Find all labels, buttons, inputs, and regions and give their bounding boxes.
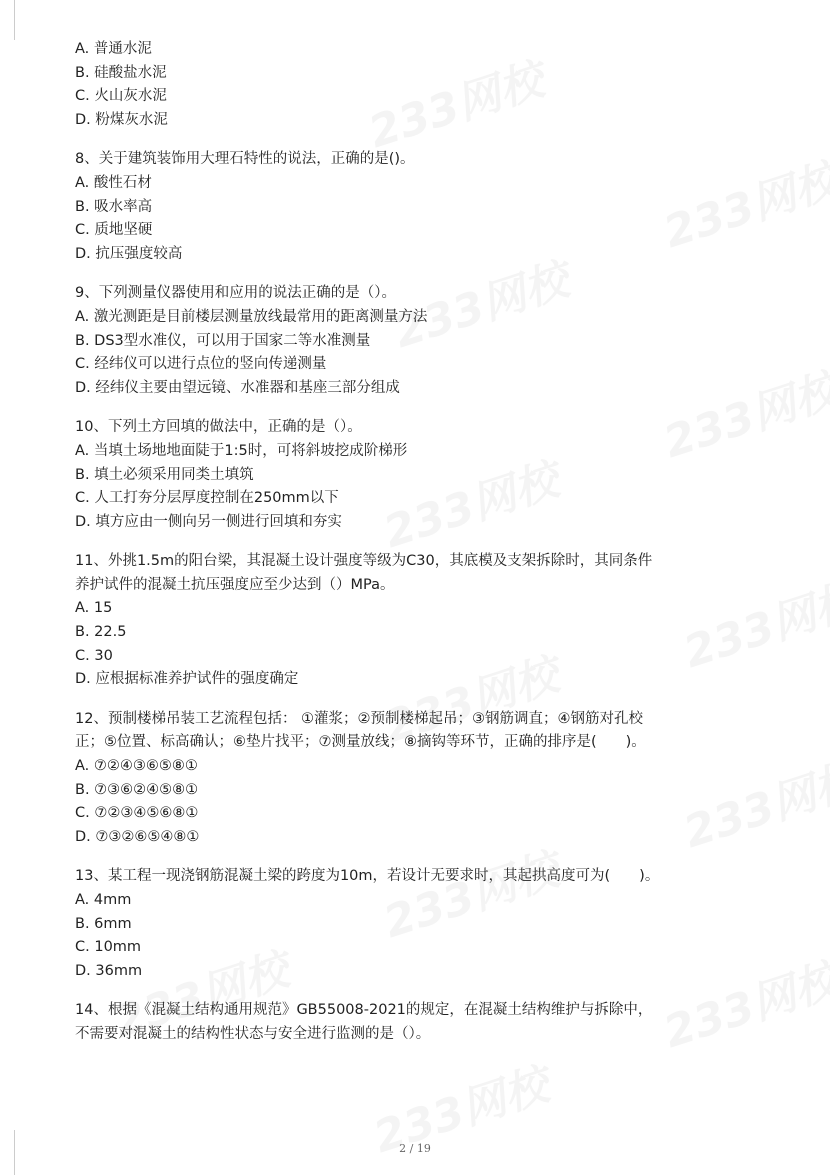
answer-option: C. 经纬仪可以进行点位的竖向传递测量: [75, 356, 327, 373]
question-block: [75, 999, 755, 1046]
answer-option: B. DS3型水准仪，可以用于国家二等水准测量: [75, 332, 371, 349]
answer-option: B. 6mm: [75, 915, 132, 932]
answer-option: A. 普通水泥: [75, 41, 152, 57]
question-block: [75, 865, 755, 983]
question-list: [75, 38, 755, 1047]
question-block: [75, 282, 755, 400]
answer-option: D. 填方应由一侧向另一侧进行回填和夯实: [75, 513, 342, 530]
answer-option: B. 吸水率高: [75, 198, 153, 215]
answer-option: D. 抗压强度较高: [75, 245, 183, 262]
question-block: [75, 38, 755, 132]
question-stem: 13、某工程一现浇钢筋混凝土梁的跨度为10m，若设计无要求时，其起拱高度可为( )。: [75, 868, 660, 885]
answer-option: D. 应根据标准养护试件的强度确定: [75, 671, 299, 688]
question-stem: 14、根据《混凝土结构通用规范》GB55008-2021的规定，在混凝土结构维护与拆除中，: [75, 1002, 653, 1019]
question-stem: 8、关于建筑装饰用大理石特性的说法，正确的是()。: [75, 151, 415, 168]
answer-option: A. 激光测距是目前楼层测量放线最常用的距离测量方法: [75, 308, 428, 325]
answer-option: B. ⑦③⑥②④⑤⑧①: [75, 781, 199, 798]
question-stem: 养护试件的混凝土抗压强度应至少达到（）MPa。: [75, 576, 395, 593]
answer-option: A. 4mm: [75, 892, 132, 908]
answer-option: D. ⑦③②⑥⑤④⑧①: [75, 828, 200, 845]
question-block: [75, 148, 755, 266]
answer-option: C. 质地坚硬: [75, 222, 153, 239]
question-stem: 正；⑤位置、标高确认；⑥垫片找平；⑦测量放线；⑧摘钩等环节，正确的排序是( )。: [75, 734, 646, 751]
answer-option: A. 酸性石材: [75, 174, 152, 191]
question-stem: 11、外挑1.5m的阳台梁，其混凝土设计强度等级为C30，其底模及支架拆除时，其同条件: [75, 553, 653, 570]
question-stem: 12、预制楼梯吊装工艺流程包括： ①灌浆；②预制楼梯起吊；③钢筋调直；④钢筋对孔校: [75, 710, 644, 727]
question-block: [75, 416, 755, 534]
question-stem: 9、下列测量仪器使用和应用的说法正确的是（）。: [75, 285, 396, 302]
answer-option: C. 30: [75, 647, 113, 664]
page-edge-top: [14, 0, 15, 40]
answer-option: A. ⑦②④③⑥⑤⑧①: [75, 758, 198, 775]
page-number: 2 / 19: [399, 1142, 431, 1155]
answer-option: C. ⑦②③④⑤⑥⑧①: [75, 805, 199, 822]
answer-option: D. 36mm: [75, 962, 143, 979]
answer-option: A. 15: [75, 600, 113, 617]
question-block: [75, 708, 755, 850]
answer-option: A. 当填土场地地面陡于1:5时，可将斜坡挖成阶梯形: [75, 442, 408, 459]
answer-option: D. 经纬仪主要由望远镜、水准器和基座三部分组成: [75, 379, 400, 396]
answer-option: C. 火山灰水泥: [75, 88, 167, 105]
answer-option: B. 22.5: [75, 624, 127, 641]
question-stem: 不需要对混凝土的结构性状态与安全进行监测的是（）。: [75, 1025, 431, 1042]
answer-option: B. 填土必须采用同类土填筑: [75, 466, 254, 483]
question-stem: 10、下列土方回填的做法中，正确的是（）。: [75, 419, 362, 436]
question-block: [75, 550, 755, 692]
answer-option: C. 人工打夯分层厚度控制在250mm以下: [75, 490, 339, 507]
answer-option: D. 粉煤灰水泥: [75, 111, 168, 128]
answer-option: B. 硅酸盐水泥: [75, 64, 167, 81]
answer-option: C. 10mm: [75, 939, 142, 956]
